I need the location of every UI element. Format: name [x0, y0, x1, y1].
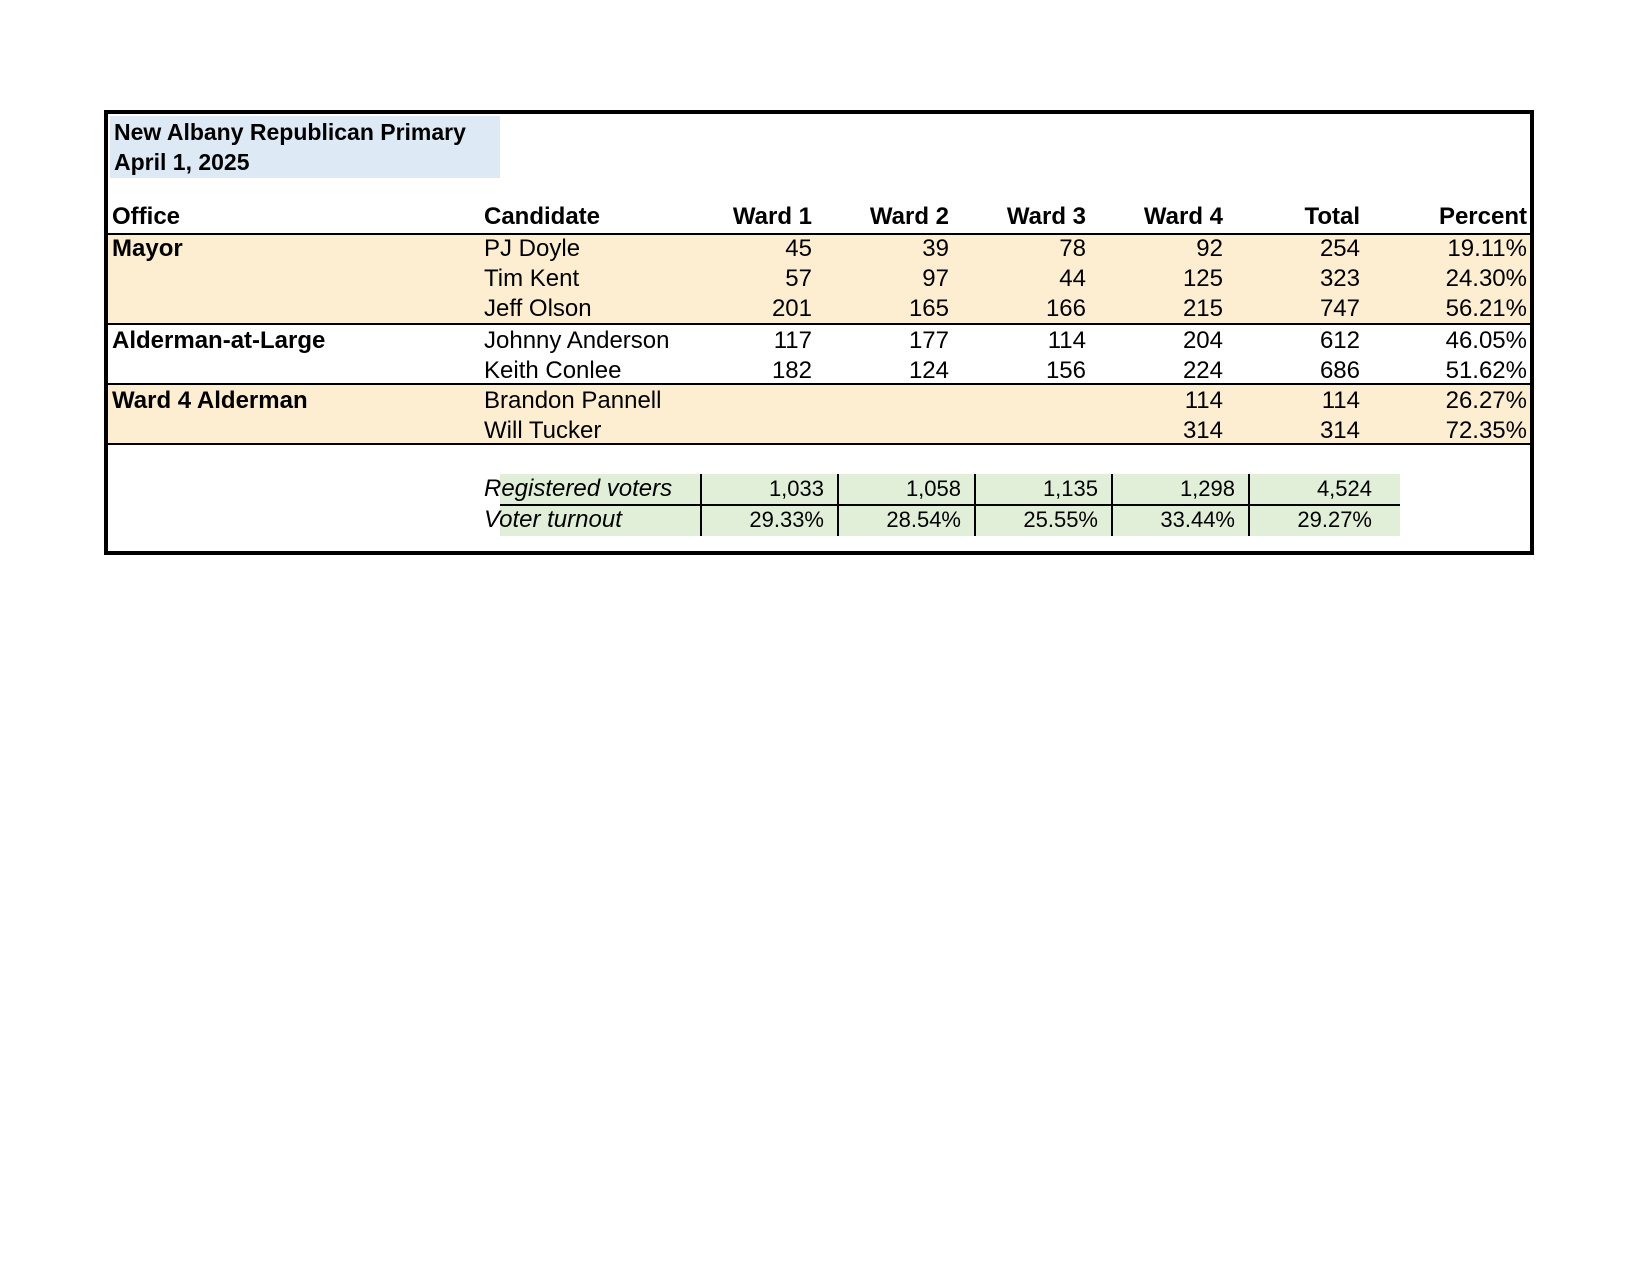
- ward-3-cell: 156: [1045, 357, 1086, 384]
- header-total: Total: [1304, 203, 1360, 230]
- ward-4-cell: 125: [1182, 265, 1223, 292]
- turnout-ward-3: 25.55%: [1023, 507, 1098, 532]
- total-cell: 254: [1319, 235, 1360, 262]
- ward-1-cell: 201: [771, 295, 812, 322]
- ward-3-cell: 166: [1045, 295, 1086, 322]
- ward-1-cell: 182: [771, 357, 812, 384]
- percent-cell: 24.30%: [1445, 265, 1527, 292]
- table-title: New Albany Republican Primary: [114, 119, 466, 145]
- office-cell: Ward 4 Alderman: [112, 387, 308, 414]
- total-cell: 747: [1319, 295, 1360, 322]
- table-date: April 1, 2025: [114, 149, 250, 175]
- total-cell: 114: [1321, 387, 1360, 414]
- registered-voters-label: Registered voters: [484, 475, 673, 502]
- office-cell: Alderman-at-Large: [112, 327, 326, 354]
- ward-2-cell: 165: [908, 295, 949, 322]
- percent-cell: 56.21%: [1445, 295, 1527, 322]
- ward-4-cell: 215: [1182, 295, 1223, 322]
- percent-cell: 46.05%: [1445, 327, 1527, 354]
- candidate-cell: Keith Conlee: [484, 357, 622, 384]
- ward-4-cell: 114: [1184, 387, 1223, 414]
- registered-ward-2: 1,058: [905, 476, 961, 501]
- ward-1-cell: 57: [785, 265, 812, 292]
- turnout-ward-1: 29.33%: [749, 507, 824, 532]
- header-candidate: Candidate: [484, 203, 601, 230]
- ward-1-cell: 117: [773, 327, 812, 354]
- ward-4-cell: 224: [1182, 357, 1223, 384]
- ward-3-cell: 44: [1059, 265, 1086, 292]
- registered-ward-3: 1,135: [1042, 476, 1098, 501]
- ward-2-cell: 39: [922, 235, 949, 262]
- ward-3-cell: 78: [1059, 235, 1086, 262]
- percent-cell: 19.11%: [1447, 235, 1527, 262]
- total-cell: 686: [1319, 357, 1360, 384]
- header-ward-3: Ward 3: [1006, 203, 1086, 230]
- turnout-total: 29.27%: [1297, 507, 1372, 532]
- ward-2-cell: 97: [922, 265, 949, 292]
- ward-4-cell: 314: [1182, 417, 1223, 444]
- percent-cell: 72.35%: [1445, 417, 1527, 444]
- ward-2-cell: 177: [908, 327, 949, 354]
- registered-total: 4,524: [1316, 476, 1372, 501]
- office-cell: Mayor: [112, 235, 183, 262]
- ward-3-cell: 114: [1047, 327, 1086, 354]
- header-ward-2: Ward 2: [869, 203, 949, 230]
- registered-ward-1: 1,033: [768, 476, 824, 501]
- total-cell: 612: [1319, 327, 1360, 354]
- total-cell: 323: [1319, 265, 1360, 292]
- candidate-cell: Brandon Pannell: [484, 387, 662, 414]
- ward-4-cell: 204: [1182, 327, 1223, 354]
- voter-turnout-label: Voter turnout: [484, 506, 622, 533]
- candidate-cell: Jeff Olson: [484, 295, 592, 322]
- results-table: [104, 110, 1534, 555]
- total-cell: 314: [1319, 417, 1360, 444]
- candidate-cell: Johnny Anderson: [484, 327, 670, 354]
- header-office: Office: [112, 203, 181, 230]
- ward-2-cell: 124: [908, 357, 949, 384]
- candidate-cell: Will Tucker: [484, 417, 602, 444]
- header-ward-4: Ward 4: [1143, 203, 1223, 230]
- candidate-cell: Tim Kent: [484, 265, 580, 292]
- registered-ward-4: 1,298: [1179, 476, 1235, 501]
- header-percent: Percent: [1438, 203, 1527, 230]
- ward-4-cell: 92: [1196, 235, 1223, 262]
- candidate-cell: PJ Doyle: [484, 235, 581, 262]
- turnout-ward-4: 33.44%: [1160, 507, 1235, 532]
- title-box: [110, 116, 500, 178]
- header-ward-1: Ward 1: [732, 203, 812, 230]
- percent-cell: 51.62%: [1445, 357, 1527, 384]
- percent-cell: 26.27%: [1445, 387, 1527, 414]
- ward-1-cell: 45: [785, 235, 812, 262]
- turnout-ward-2: 28.54%: [886, 507, 961, 532]
